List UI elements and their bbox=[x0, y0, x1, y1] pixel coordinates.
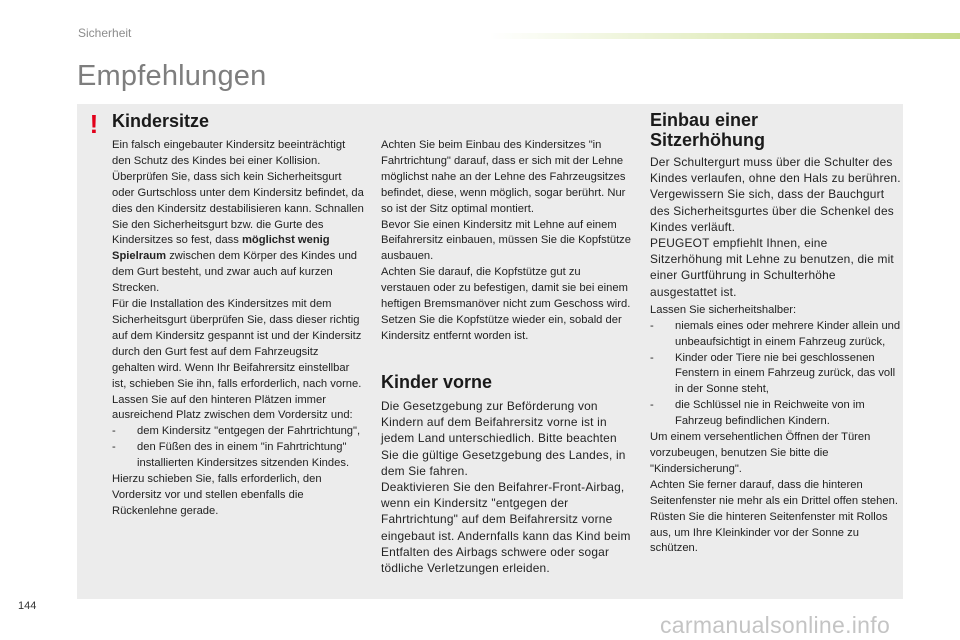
kindersitze-paragraph-1: Ein falsch eingebauter Kindersitz beeinträchtigt den Schutz des Kindes bei einer Kollision. Überprüfen Sie, dass sich kein Sicherheitsgurt oder Gurtschloss unter dem Kindersitz befindet, da dies den Kindersitz destabilisieren kann. Schnallen Sie den Sicherheitsgurt bzw. die Gurte des Kindersitzes so fest, dass möglichst wenig Spielraum zwischen dem Körper des Kindes und dem Gurt besteht, und zwar auch auf kurzen Strecken. bbox=[112, 139, 364, 295]
kindersitze-col2-paragraph-4: Setzen Sie die Kopfstütze wieder ein, sobald der Kindersitz entfernt worden ist. bbox=[381, 313, 622, 342]
kinder-vorne-paragraph-2: Deaktivieren Sie den Beifahrer-Front-Airbag, wenn ein Kindersitz "entgegen der Fahrtrichtung" auf dem Beifahrersitz vorne eingebaut ist. Andernfalls kann das Kind beim Entfalten des Airbags schwere oder sogar tödliche Verletzungen erleiden. bbox=[381, 480, 631, 576]
kinder-vorne-paragraph-1: Die Gesetzgebung zur Beförderung von Kindern auf dem Beifahrersitz vorne ist in jedem Land unterschiedlich. Bitte beachten Sie die gültige Gesetzgebung des Landes, in dem Sie fahren. bbox=[381, 399, 626, 478]
heading-kindersitze: Kindersitze bbox=[112, 111, 210, 131]
list-item: - Kinder oder Tiere nie bei geschlossenen Fenstern in einem Fahrzeug zurück, das voll in der Sonne steht, bbox=[650, 351, 902, 399]
kindersitze-col2-paragraph-2: Bevor Sie einen Kindersitz mit Lehne auf einem Beifahrersitz einbauen, müssen Sie die Kopfstütze ausbauen. bbox=[381, 218, 631, 263]
heading-kinder-vorne: Kinder vorne bbox=[381, 372, 493, 392]
list-item: - dem Kindersitz "entgegen der Fahrtrichtung", bbox=[112, 424, 364, 440]
warning-icon: ! bbox=[89, 109, 99, 139]
page-title: Empfehlungen bbox=[77, 60, 267, 92]
sitzerhoehung-paragraph-2: Vergewissern Sie sich, dass der Bauchgurt des Sicherheitsgurtes über die Schenkel des Kindes verläuft. bbox=[650, 187, 894, 234]
header-accent-bar bbox=[490, 33, 960, 39]
sitzerhoehung-paragraph-4: Lassen Sie sicherheitshalber: bbox=[650, 303, 797, 316]
kindersitze-paragraph-3: Lassen Sie auf den hinteren Plätzen immer ausreichend Platz zwischen dem Vordersitz und: bbox=[112, 393, 353, 422]
list-item: - den Füßen des in einem "in Fahrtrichtung" installierten Kindersitzes sitzenden Kindes. bbox=[112, 440, 364, 472]
kindersitze-column-1 bbox=[112, 138, 364, 520]
kindersitze-col2-paragraph-1: Achten Sie beim Einbau des Kindersitzes "in Fahrtrichtung" darauf, dass er sich mit der Lehne möglichst nahe an der Lehne des Fahrzeugsitzes befindet, diese, wenn möglich, sogar berührt. Nur so ist der Sitz optimal montiert. bbox=[381, 139, 626, 215]
sitzerhoehung-paragraph-3: PEUGEOT empfiehlt Ihnen, eine Sitzerhöhung mit Lehne zu benutzen, die mit einer Gurtführung in Schulterhöhe ausgestattet ist. bbox=[650, 236, 894, 299]
sitzerhoehung-text bbox=[650, 154, 902, 557]
list-item: - niemals eines oder mehrere Kinder allein und unbeaufsichtigt in einem Fahrzeug zurück, bbox=[650, 319, 902, 351]
sitzerhoehung-paragraph-6: Achten Sie ferner darauf, dass die hinteren Seitenfenster nie mehr als ein Drittel offen stehen. Rüsten Sie die hinteren Seitenfenster mit Rollos aus, um Ihre Kleinkinder vor der Sonne zu schützen. bbox=[650, 478, 898, 555]
emphasis-text: möglichst wenig Spielraum bbox=[112, 234, 330, 263]
kinder-vorne-text bbox=[381, 398, 633, 576]
watermark: carmanualsonline.info bbox=[660, 612, 891, 638]
list-item: - die Schlüssel nie in Reichweite von im Fahrzeug befindlichen Kindern. bbox=[650, 398, 902, 430]
section-label: Sicherheit bbox=[78, 26, 132, 40]
kindersitze-paragraph-4: Hierzu schieben Sie, falls erforderlich, den Vordersitz vor und stellen ebenfalls die Rückenlehne gerade. bbox=[112, 473, 322, 517]
heading-sitzerhoehung: Einbau einer Sitzerhöhung bbox=[650, 110, 765, 150]
sitzerhoehung-paragraph-5: Um einem versehentlichen Öffnen der Türen vorzubeugen, benutzen Sie bitte die "Kindersicherung". bbox=[650, 431, 871, 475]
kindersitze-paragraph-2: Für die Installation des Kindersitzes mit dem Sicherheitsgurt überprüfen Sie, dass dieser richtig auf dem Kindersitz gespannt ist und der Kindersitz durch den Gurt fest auf dem Fahrzeugsitz gehalten wird. Wenn Ihr Beifahrersitz einstellbar ist, schieben Sie ihn, falls erforderlich, nach vorne. bbox=[112, 298, 362, 390]
page-number: 144 bbox=[18, 600, 37, 612]
kindersitze-col2-paragraph-3: Achten Sie darauf, die Kopfstütze gut zu verstauen oder zu befestigen, damit sie bei einem heftigen Bremsmanöver nicht zum Geschoss wird. bbox=[381, 266, 631, 311]
sitzerhoehung-paragraph-1: Der Schultergurt muss über die Schulter des Kindes verlaufen, ohne den Hals zu berühren. bbox=[650, 155, 901, 186]
kindersitze-column-2 bbox=[381, 138, 631, 345]
